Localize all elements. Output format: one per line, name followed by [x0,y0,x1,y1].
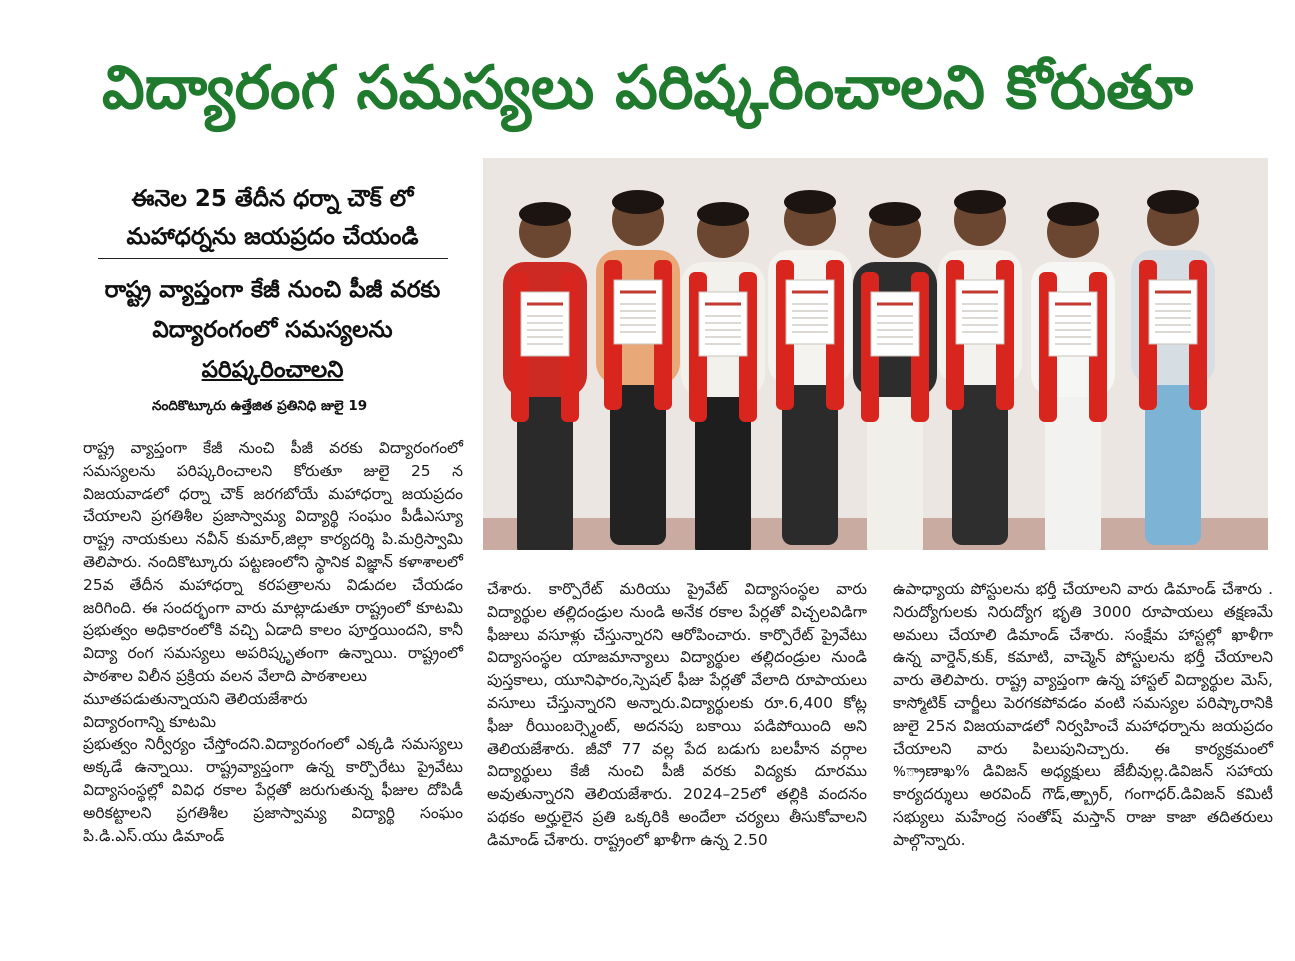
leaflet-paper [699,292,747,356]
person-hair [519,202,571,226]
subheading-demand-line: రాష్ట్ర వ్యాప్తంగా కేజీ నుంచి పీజీ వరకు విద్యారంగంలో సమస్యలను [104,277,441,343]
person-hair [1147,190,1199,214]
article-column-2: చేశారు. కార్పొరేట్ మరియు ప్రైవేట్ విద్యాసంస్థల వారు విద్యార్థుల తల్లిదండ్రుల నుండి అనేక రకాల పేర్లతో విచ్చలవిడిగా ఫీజులు వసూళ్లు చేస్తున్నారని ఆరోపించారు. కార్పొరేట్ ప్రైవేటు విద్యాసంస్థల యాజమాన్యాలు విద్యార్థుల తల్లిదండ్రుల నుండి పుస్తకాలు, యూనిఫారం,స్పెషల్ ఫీజు పేర్లతో వేలాది రూపాయలు వసూలు చేస్తున్నారని అన్నారు.విద్యార్థులకు రూ.6,400 కోట్ల ఫీజు రీయింబర్స్మెంట్, అదనపు బకాయి పడిపోయింది అని తెలియజేశారు. జీవో 77 వల్ల పేద బడుగు బలహీన వర్గాల విద్యార్థులు కేజీ నుంచి పీజీ వరకు విద్యకు దూరము అవుతున్నారని తెలియజేశారు. 2024–25లో తల్లికి వందనం పథకం అర్హులైన ప్రతి ఒక్కరికి అందేలా చర్యలు తీసుకోవాలని డిమాండ్ చేశారు. రాష్ట్రంలో ఖాళీగా ఉన్న 2.50 [487,580,867,849]
article-column-3: ఉపాధ్యాయ పోస్టులను భర్తీ చేయాలని వారు డిమాండ్ చేశారు . నిరుద్యోగులకు నిరుద్యోగ భృతి 3000 రూపాయలు తక్షణమే అమలు చేయాలి డిమాండ్ చేశారు. సంక్షేమ హాస్టల్లో ఖాళీగా ఉన్న వార్డెన్,కుక్, కమాటి, వాచ్మెన్ పోస్టులను భర్తీ చేయాలని వారు తెలిపారు. రాష్ట్ర వ్యాప్తంగా ఉన్న హాస్టల్ విద్యార్థుల మెస్, కాస్మోటిక్ చార్జీలు పెరగకపోవడం వంటి సమస్యల పరిష్కారానికి జులై 25న విజయవాడలో నిర్వహించే మహాధర్నాను జయప్రదం చేయాలని వారు పిలుపునిచ్చారు. ఈ కార్యక్రమంలో %్రాణాఖ% డివిజన్ అధ్యక్షులు జేబీవుల్ల.డివిజన్ సహాయ కార్యదర్శులు అరవింద్ గౌడ్,అ్బ్రార్, గంగాధర్.డివిజన్ కమిటీ సభ్యులు మహేంద్ర సంతోష్ మస్తాన్ రాజు కాజా తదితరులు పాల్గొన్నారు. [893,580,1273,849]
leaflet-paper [871,292,919,356]
person-hair [954,190,1006,214]
byline: నందికొట్కూరు ఉత్తేజిత ప్రతినిధి జులై 19 [152,398,368,414]
leaflet-paper [786,280,834,344]
person-hair [1047,202,1099,226]
person-hair [869,202,921,226]
divider [98,258,448,259]
subheading-demand-underlined: పరిష్కరించాలని [201,357,344,383]
article-column-1: రాష్ట్ర వ్యాప్తంగా కేజీ నుంచి పీజీ వరకు విద్యారంగంలో సమస్యలను పరిష్కరించాలని కోరుతూ జులై 25 న విజయవాడలో ధర్నా చౌక్ జరగబోయే మహాధర్నా జయప్రదం చేయాలని ప్రగతిశీల ప్రజాస్వామ్య విద్యార్థి సంఘం పీడీఎస్యూ రాష్ట్ర నాయకులు నవీన్ కుమార్,జిల్లా కార్యదర్శి పి.మర్రిస్వామి తెలిపారు. నందికొట్కూరు పట్టణంలోని స్థానిక విజ్ఞాన్ కళాశాలలో 25వ తేదీన మహాధర్నా కరపత్రాలను విడుదల చేయడం జరిగింది. ఈ సందర్భంగా వారు మాట్లాడుతూ రాష్ట్రంలో కూటమి ప్రభుత్వం అధికారంలోకి వచ్చి ఏడాది కాలం పూర్తయిందని, కానీ విద్యా రంగ సమస్యలు అపరిష్కృతంగా ఉన్నాయి. రాష్ట్రంలో పాఠశాల విలీన ప్రక్రియ వలన వేలాది పాఠశాలలు మూతపడుతున్నాయని తెలియజేశారు విద్యారంగాన్ని కూటమి ప్రభుత్వం నిర్వీర్యం చేస్తోందని.విద్యారంగంలో ఎక్కడి సమస్యలు అక్కడే ఉన్నాయి. రాష్ట్రవ్యాప్తంగా ఉన్న కార్పొరేటు ప్రైవేటు విద్యాసంస్థల్లో వివిధ రకాల పేర్లతో జరుగుతున్న ఫీజుల దోపిడీ అరికట్టాలని ప్రగతిశీల ప్రజాస్వామ్య విద్యార్థి సంఘం పి.డి.ఎస్.యు డిమాండ్ [83,439,463,845]
leaflet-paper [521,292,569,356]
leaflet-paper [1049,292,1097,356]
person-hair [612,190,664,214]
person-hair [784,190,836,214]
subheading-demand [95,270,450,390]
subheading-dharna: ఈనెల 25 తేదీన ధర్నా చౌక్ లో మహాధర్నను జయప్రదం చేయండి [126,186,419,250]
students-group-photo [483,158,1268,550]
person-hair [697,202,749,226]
headline: విద్యారంగ సమస్యలు పరిష్కరించాలని కోరుతూ [102,53,1193,123]
leaflet-paper [956,280,1004,344]
leaflet-paper [1149,280,1197,344]
news-photo [483,158,1268,550]
leaflet-paper [614,280,662,344]
